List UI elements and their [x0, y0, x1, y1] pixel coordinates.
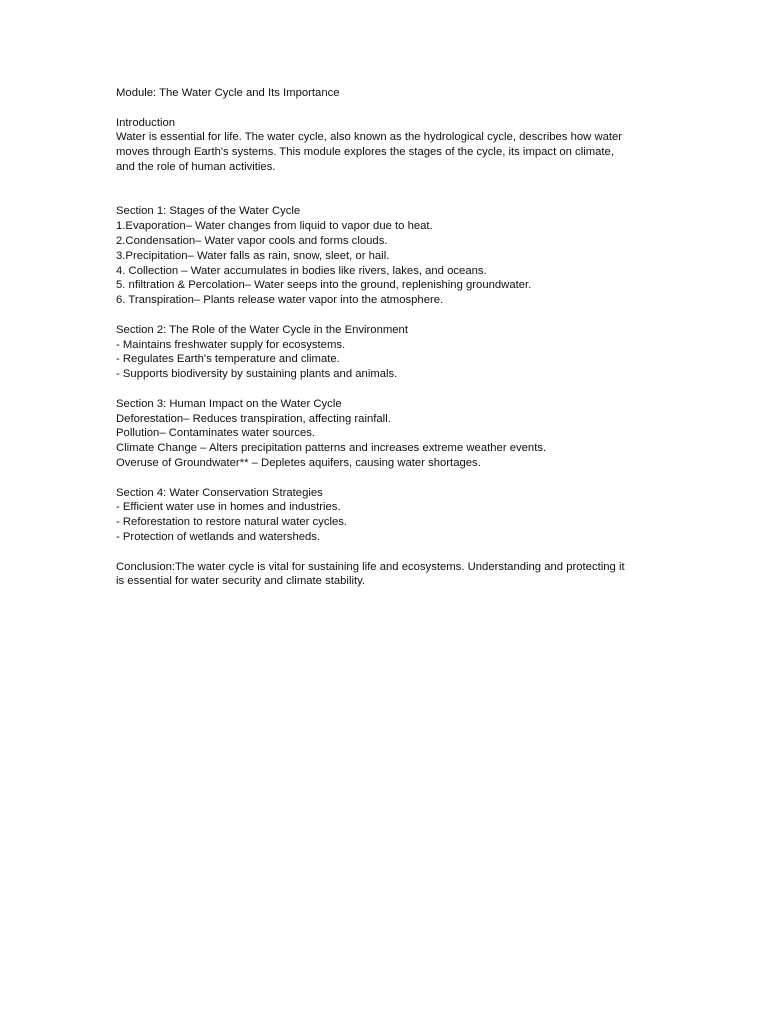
- intro-line-3: and the role of human activities.: [116, 160, 276, 173]
- spacer: [116, 308, 676, 323]
- section3-item: Climate Change – Alters precipitation patterns and increases extreme weather events.: [116, 442, 547, 455]
- section1-item: 1.Evaporation– Water changes from liquid to vapor due to heat.: [116, 220, 433, 233]
- section1-item: 5. nfiltration & Percolation– Water seeps into the ground, replenishing groundwater.: [116, 279, 532, 292]
- section3-item: Deforestation– Reduces transpiration, affecting rainfall.: [116, 412, 391, 425]
- section3-item: Overuse of Groundwater** – Depletes aquifers, causing water shortages.: [116, 456, 481, 469]
- intro-line-2: moves through Earth's systems. This module explores the stages of the cycle, its impact on climate,: [116, 146, 614, 159]
- section1-heading: Section 1: Stages of the Water Cycle: [116, 205, 301, 218]
- intro-line-1: Water is essential for life. The water cycle, also known as the hydrological cycle, describes how water: [116, 131, 623, 144]
- document-page: [116, 86, 676, 589]
- conclusion-line-1: Conclusion:The water cycle is vital for sustaining life and ecosystems. Understanding and protecting it: [116, 560, 625, 573]
- section2-item: - Supports biodiversity by sustaining plants and animals.: [116, 368, 398, 381]
- spacer: [116, 471, 676, 486]
- spacer: [116, 382, 676, 397]
- spacer: [116, 175, 676, 205]
- conclusion-line-2: is essential for water security and climate stability.: [116, 575, 366, 588]
- section1-item: 2.Condensation– Water vapor cools and forms clouds.: [116, 234, 388, 247]
- section4-item: - Efficient water use in homes and industries.: [116, 501, 341, 514]
- section4-heading: Section 4: Water Conservation Strategies: [116, 486, 323, 499]
- spacer: [116, 101, 676, 116]
- section2-heading: Section 2: The Role of the Water Cycle in the Environment: [116, 323, 408, 336]
- section3-heading: Section 3: Human Impact on the Water Cycle: [116, 397, 342, 410]
- intro-heading: Introduction: [116, 116, 176, 129]
- section1-item: 6. Transpiration– Plants release water vapor into the atmosphere.: [116, 294, 444, 307]
- document-title: Module: The Water Cycle and Its Importance: [116, 87, 340, 99]
- spacer: [116, 545, 676, 560]
- section4-item: - Reforestation to restore natural water cycles.: [116, 516, 348, 529]
- section2-item: - Maintains freshwater supply for ecosystems.: [116, 338, 346, 351]
- section3-item: Pollution– Contaminates water sources.: [116, 427, 316, 440]
- section4-item: - Protection of wetlands and watersheds.: [116, 530, 321, 543]
- section1-item: 4. Collection – Water accumulates in bodies like rivers, lakes, and oceans.: [116, 264, 487, 277]
- section1-item: 3.Precipitation– Water falls as rain, snow, sleet, or hail.: [116, 249, 390, 262]
- section2-item: - Regulates Earth's temperature and climate.: [116, 353, 340, 366]
